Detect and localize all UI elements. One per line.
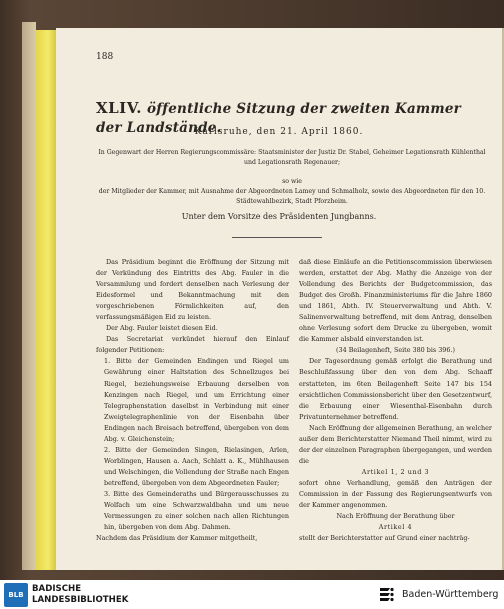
page-number: 188: [96, 52, 114, 62]
scanned-page: [56, 28, 502, 570]
left-column: [96, 257, 289, 544]
members-note: der Mitglieder der Kammer, mit Ausnahme der Abgeordneten Lamey und Schmalholz, sowie des Abgeordneten für den 10. Städtewahlbezirk, Stadt Pforzheim.: [98, 188, 486, 205]
paragraph: Das Secretariat verkündet hierauf den Einlauf folgender Petitionen:: [96, 335, 289, 355]
library-name-line1: BADISCHE: [32, 584, 82, 594]
paragraph: stellt der Berichterstatter auf Grund einer nachträg-: [299, 534, 470, 543]
paragraph: Der Tagesordnung gemäß erfolgt die Berathung und Beschlußfassung über den von dem Abg. Schaaff erstatteten, im 6ten Beilagenheft Seite 147 bis 154 ersichtlichen Commissionsbericht über den Gesetzentwurf, die Erbauung einer Wiesenthal-Eisenbahn durch Privatunternehmer betreffend.: [299, 357, 492, 421]
baden-wuerttemberg-lions-icon[interactable]: [377, 584, 397, 604]
right-column: [299, 257, 492, 544]
library-name-line2: LANDESBIBLIOTHEK: [32, 594, 129, 605]
footer-bar: [0, 580, 504, 609]
petition-item: 1. Bitte der Gemeinden Endingen und Riegel um Gewährung einer Haltstation des Schnellzuges bei Riegel, beziehungsweise Erbauung derselben von Kenzingen nach Riegel, und um Errichtung einer Telegraphenstation daselbst in Verbindung mit einer Zweigtelegraphenlinie von der Eisenbahn über Endingen nach Breisach betreffend, übergeben von dem Abg. v. Gleichenstein;: [104, 357, 289, 443]
chair-note: Unter dem Vorsitze des Präsidenten Jungbanns.: [181, 212, 377, 221]
citation: (34 Beilagenheft, Seite 380 bis 396.): [336, 346, 455, 355]
paragraph: Nach Eröffnung der allgemeinen Berathung, an welcher außer dem Berichterstatter Niemand Theil nimmt, wird zu der der einzelnen Paragraphen übergegangen, und werden die: [299, 423, 492, 465]
presence-note: In Gegenwart der Herren Regierungscommissäre: Staatsminister der Justiz Dr. Stabel, Geheimer Legationsrath Kühlenthal und Legationsrath Regenauer;: [98, 149, 486, 166]
paragraph: daß diese Einläufe an die Petitionscommission überwiesen werden, erstattet der Abg. Mathy die Anzeige von der Vollendung des Berichts der Budgetcommission, das Budget des Großh. Finanzministeriums für die Jahre 1860 und 1861, Abth. IV. Steuerverwaltung und Abth. V. Salinenverwaltung betreffend, mit dem Antrag, denselben ohne Verlesung sofort dem Drucke zu übergeben, womit die Kammer alsbald einverstanden ist.: [299, 258, 492, 344]
heading-title: öffentliche Sitzung der zweiten Kammer der Landstände.: [96, 101, 461, 136]
article-heading: Artikel 1, 2 und 3: [361, 467, 430, 476]
library-name[interactable]: [32, 584, 128, 605]
petition-item: 3. Bitte des Gemeinderaths und Bürgerausschusses zu Wolfach um eine Schwarzwaldbahn und um neue Vermessungen zu einer solchen nach allen Richtungen hin, übergeben von dem Abg. Dahmen.: [104, 489, 289, 532]
dateline: Karlsruhe, den 21. April 1860.: [194, 127, 364, 137]
state-name[interactable]: Baden-Württemberg: [402, 589, 499, 600]
divider: [232, 237, 322, 238]
page-edge-left: [22, 22, 36, 570]
paragraph: sofort ohne Verhandlung, gemäß den Anträgen der Commission in der Fassung des Regierungsentwurfs von der Kammer angenommen.: [299, 478, 492, 510]
article-heading: Artikel 4: [378, 523, 413, 532]
book-spine: [36, 30, 56, 570]
paragraph: Nachdem das Präsidium der Kammer mitgetheilt,: [96, 534, 258, 543]
paragraph: Das Präsidium beginnt die Eröffnung der Sitzung mit der Verkündung des Eintritts des Abg. Fauler in die Versammlung und fordert denselben nach Verlesung der Eidesformel und Bekanntmachung mit den vorgeschriebenen Förmlichkeiten auf, den verfassungsmäßigen Eid zu leisten.: [96, 258, 289, 322]
connector-text: so wie: [282, 178, 302, 185]
blb-logo-icon[interactable]: BLB: [4, 583, 28, 607]
petition-item: 2. Bitte der Gemeinden Singen, Rielasingen, Arlen, Worblingen, Hausen a. Aach, Schlatt a. K., Mühlhausen und Welschingen, die Vollendung der Straße nach Engen betreffend, übergeben von dem Abgeordneten Fauler;: [104, 445, 289, 487]
paragraph: Der Abg. Fauler leistet diesen Eid.: [106, 324, 218, 333]
paragraph: Nach Eröffnung der Berathung über: [336, 512, 455, 521]
heading-roman-numeral: XLIV.: [96, 99, 142, 117]
